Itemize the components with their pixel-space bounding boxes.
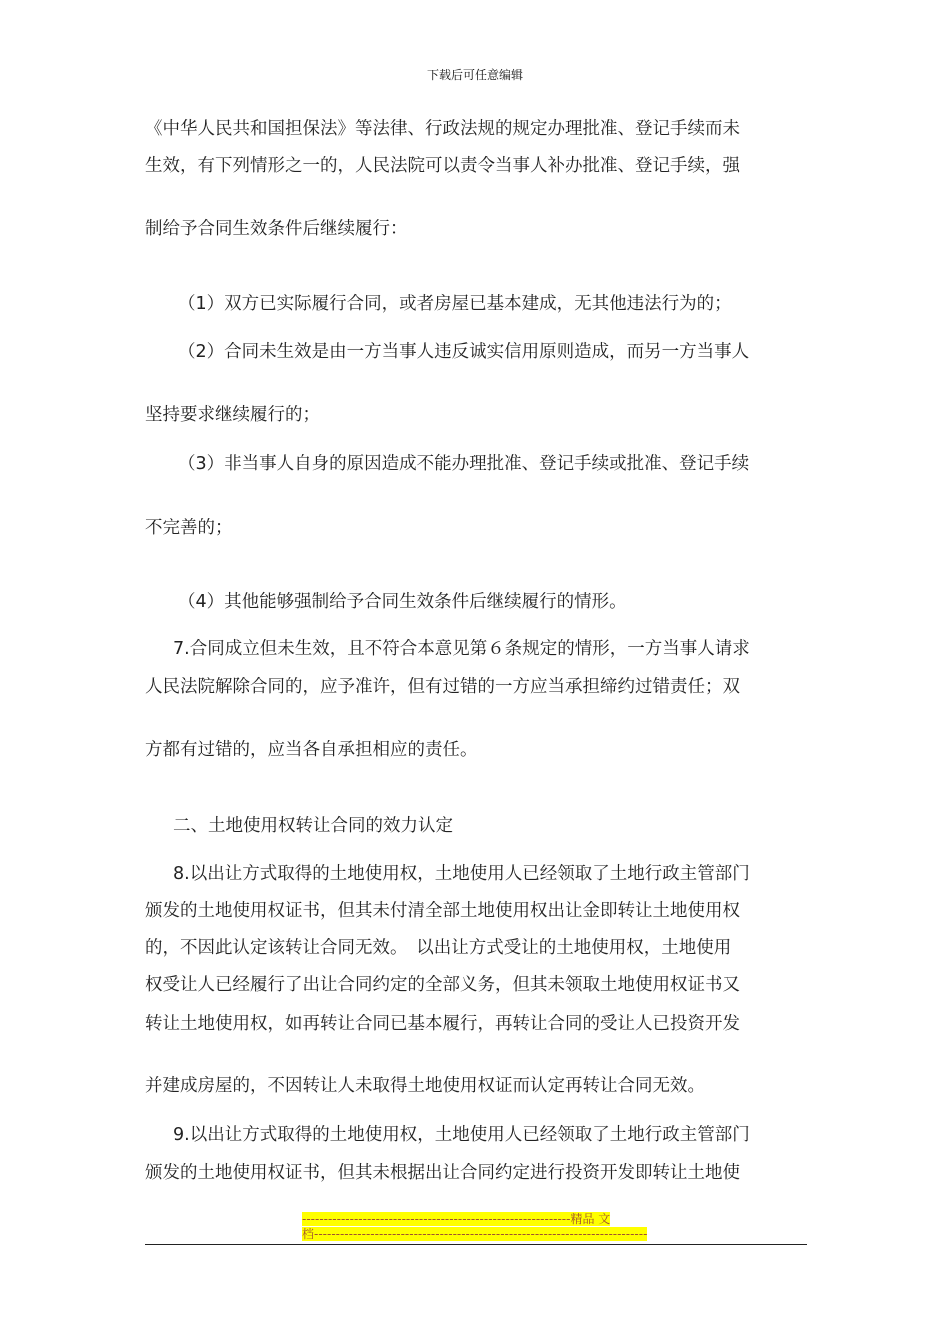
body-line: 并建成房屋的，不因转让人未取得土地使用权证而认定再转让合同无效。 — [145, 1076, 705, 1096]
body-line: 权受让人已经履行了出让合同约定的全部义务，但其未领取土地使用权证书又 — [145, 975, 740, 995]
paragraph-7: 7.合同成立但未生效，且不符合本意见第６条规定的情形，一方当事人请求 — [173, 639, 750, 659]
body-line: 生效，有下列情形之一的，人民法院可以责令当事人补办批准、登记手续，强 — [145, 156, 740, 176]
body-line: 坚持要求继续履行的； — [145, 405, 320, 425]
body-line: 人民法院解除合同的，应予准许，但有过错的一方应当承担缔约过错责任；双 — [145, 677, 740, 697]
list-item: （2）合同未生效是由一方当事人违反诚实信用原则造成，而另一方当事人 — [178, 342, 750, 362]
list-item: （1）双方已实际履行合同，或者房屋已基本建成，无其他违法行为的； — [178, 294, 732, 314]
footer-watermark-line1: --------------------------------------------------------------精品 文 — [302, 1212, 611, 1226]
body-line: 的，不因此认定该转让合同无效。 以出让方式受让的土地使用权，土地使用 — [145, 938, 732, 958]
list-item: （4）其他能够强制给予合同生效条件后继续履行的情形。 — [178, 592, 627, 612]
paragraph-9: 9.以出让方式取得的土地使用权，土地使用人已经领取了土地行政主管部门 — [173, 1125, 750, 1145]
body-line: 制给予合同生效条件后继续履行： — [145, 219, 408, 239]
body-line: 《中华人民共和国担保法》等法律、行政法规的规定办理批准、登记手续而未 — [145, 119, 740, 139]
footer-rule — [145, 1244, 807, 1245]
list-item: （3）非当事人自身的原因造成不能办理批准、登记手续或批准、登记手续 — [178, 454, 750, 474]
body-line: 转让土地使用权，如再转让合同已基本履行，再转让合同的受让人已投资开发 — [145, 1014, 740, 1034]
body-line: 颁发的土地使用权证书，但其未付清全部土地使用权出让金即转让土地使用权 — [145, 901, 740, 921]
footer-watermark-line2: 档----------------------------------------------------------------------------- — [302, 1227, 648, 1241]
page-header: 下载后可任意编辑 — [426, 68, 523, 82]
body-line: 不完善的； — [145, 518, 233, 538]
section-heading: 二、土地使用权转让合同的效力认定 — [173, 816, 453, 836]
body-line: 方都有过错的，应当各自承担相应的责任。 — [145, 740, 478, 760]
paragraph-8: 8.以出让方式取得的土地使用权，土地使用人已经领取了土地行政主管部门 — [173, 864, 750, 884]
body-line: 颁发的土地使用权证书，但其未根据出让合同约定进行投资开发即转让土地使 — [145, 1163, 740, 1183]
